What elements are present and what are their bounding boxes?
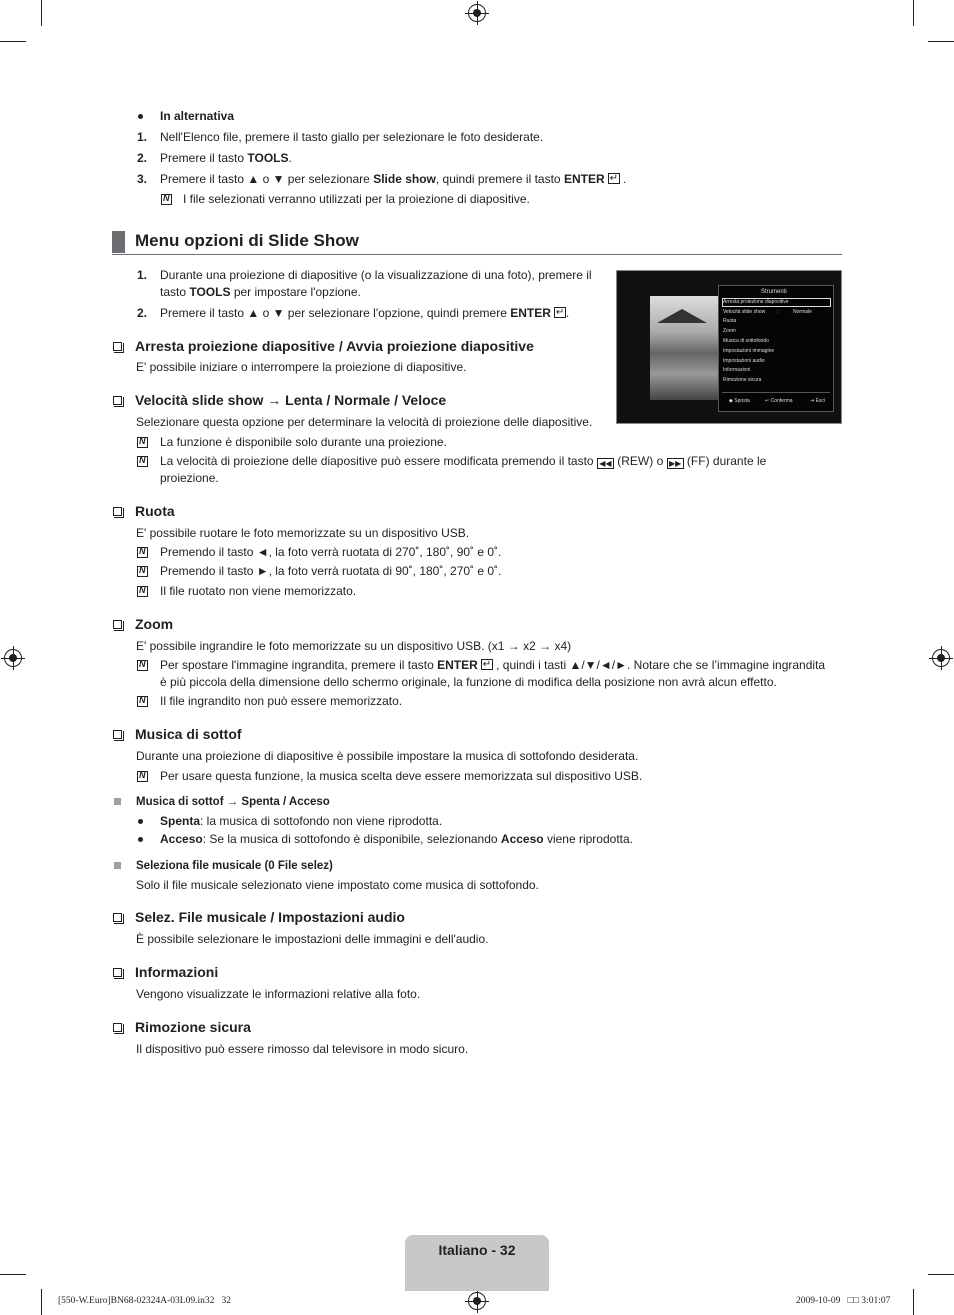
speed-separator: : [777, 309, 779, 315]
zoom-note-2: Il file ingrandito non può essere memorizzato. [160, 694, 403, 708]
zoom-body: E' possibile ingrandire le foto memorizzate su un dispositivo USB. (x1 → x2 → x4) [136, 639, 572, 653]
tools-menu [718, 285, 834, 412]
registration-mark-left [4, 649, 22, 667]
file-info: [550-W.Euro]BN68-02324A-03L09.in32 32 [58, 1296, 232, 1306]
menu-step-2-text: Premere il tasto ▲ o ▼ per selezionare l'opzione, quindi premere ENTER↵ . [160, 305, 569, 322]
info-title: Informazioni [135, 964, 219, 980]
section-title: Menu opzioni di Slide Show [135, 231, 359, 250]
ruota-title: Ruota [135, 503, 175, 519]
enter-icon [481, 659, 493, 670]
ruota-note-1: Premendo il tasto ◄, la foto verrà ruotata di 270˚, 180˚, 90˚ e 0˚. [160, 545, 502, 559]
note-icon [137, 456, 148, 467]
musica-bullet-2: Acceso: Se la musica di sottofondo è disponibile, selezionando Acceso viene riprodotta. [160, 832, 633, 846]
info-body: Vengono visualizzate le informazioni relative alla foto. [136, 987, 421, 1001]
zoom-note-1-cont: è più piccola della dimensione dello schermo originale, la funzione di modifica della posizione non avrà alcun effetto. [160, 675, 777, 689]
note-icon [137, 566, 148, 577]
menu-item[interactable]: Impostazioni audio [723, 358, 765, 364]
menu-footer-rule [722, 392, 830, 393]
note-icon [137, 696, 148, 707]
rimozione-body: Il dispositivo può essere rimosso dal televisore in modo sicuro. [136, 1042, 469, 1056]
checkbox-icon [113, 396, 122, 405]
step-number: 2. [137, 151, 148, 165]
bullet-icon [138, 819, 143, 824]
step-1-text: Nell'Elenco file, premere il tasto giallo per selezionare le foto desiderate. [160, 130, 544, 144]
checkbox-icon [113, 968, 122, 977]
alt-title: In alternativa [160, 109, 235, 123]
step-number: 3. [137, 172, 148, 186]
velocita-note-2-cont: proiezione. [160, 471, 219, 485]
menu-item[interactable]: Ruota [723, 318, 737, 324]
menu-step-1-line2: tasto TOOLS per impostare l'opzione. [160, 285, 361, 299]
footer-exit: ⇥ Esci [810, 398, 826, 404]
umbrella-shape [657, 309, 707, 323]
note-icon [137, 660, 148, 671]
velocita-body: Selezionare questa opzione per determinare la velocità di proiezione delle diapositive. [136, 415, 593, 429]
step-2-text: Premere il tasto TOOLS. [160, 151, 292, 165]
square-bullet-icon [114, 798, 121, 805]
arresta-body: E' possibile iniziare o interrompere la proiezione di diapositive. [136, 360, 467, 374]
ruota-note-3: Il file ruotato non viene memorizzato. [160, 584, 357, 598]
rew-icon: ◀◀ [597, 458, 614, 469]
musica-bullet-1: Spenta: la musica di sottofondo non viene riprodotta. [160, 814, 443, 828]
menu-item[interactable]: Informazioni [723, 367, 751, 373]
speed-value: Normale [793, 309, 812, 315]
musica-sub2-body: Solo il file musicale selezionato viene impostato come musica di sottofondo. [136, 878, 539, 892]
musica-body: Durante una proiezione di diapositive è possibile impostare la musica di sottofondo desiderata. [136, 749, 639, 763]
arresta-title: Arresta proiezione diapositive / Avvia proiezione diapositive [135, 338, 534, 354]
ruota-note-2: Premendo il tasto ►, la foto verrà ruotata di 90˚, 180˚, 270˚ e 0˚. [160, 564, 502, 578]
musica-note-1: Per usare questa funzione, la musica scelta deve essere memorizzata sul dispositivo USB. [160, 769, 643, 783]
step-3-text: Premere il tasto ▲ o ▼ per selezionare Slide show, quindi premere il tasto ENTER↵ . [160, 171, 626, 188]
musica-title: Musica di sottof [135, 726, 242, 742]
registration-mark-top [468, 4, 486, 22]
menu-step-1-line1: Durante una proiezione di diapositive (o la visualizzazione di una foto), premere il [160, 268, 592, 282]
rimozione-title: Rimozione sicura [135, 1019, 251, 1035]
zoom-note-1: Per spostare l'immagine ingrandita, premere il tasto ENTER↵ , quindi i tasti ▲/▼/◄/►. Notare che se l’immagine ingrandita [160, 657, 825, 674]
tools-menu-title: Strumenti [761, 289, 787, 295]
selez-title: Selez. File musicale / Impostazioni audio [135, 909, 405, 925]
intro-note: I file selezionati verranno utilizzati per la proiezione di diapositive. [183, 192, 530, 206]
selez-body: È possibile selezionare le impostazioni delle immagini e dell'audio. [136, 932, 489, 946]
enter-icon [608, 173, 620, 184]
menu-item[interactable]: Velocità slide show [723, 309, 766, 315]
checkbox-icon [113, 342, 122, 351]
checkbox-icon [113, 913, 122, 922]
velocita-note-2: La velocità di proiezione delle diapositive può essere modificata premendo il tasto ◀◀ (REW) o ▶▶ (FF) durante le [160, 454, 767, 468]
velocita-note-1: La funzione è disponibile solo durante una proiezione. [160, 435, 447, 449]
note-icon [137, 547, 148, 558]
section-rule [112, 254, 842, 255]
section-bar [112, 231, 125, 253]
menu-item[interactable]: Musica di sottofondo [723, 338, 769, 344]
velocita-title: Velocità slide show → Lenta / Normale / Veloce [135, 392, 447, 408]
zoom-title: Zoom [135, 616, 174, 632]
note-icon [137, 771, 148, 782]
registration-mark-bottom [468, 1292, 486, 1310]
checkbox-icon [113, 507, 122, 516]
footer-confirm: ↵ Conferma [765, 398, 793, 404]
step-number: 1. [137, 268, 148, 282]
ff-icon: ▶▶ [667, 458, 684, 469]
musica-sub1-title: Musica di sottof → Spenta / Acceso [136, 796, 330, 808]
menu-item[interactable]: Rimozione sicura [723, 377, 762, 383]
enter-icon [554, 307, 566, 318]
step-number: 1. [137, 130, 148, 144]
checkbox-icon [113, 730, 122, 739]
square-bullet-icon [114, 862, 121, 869]
note-icon [137, 586, 148, 597]
menu-item[interactable]: Impostazioni immagine [723, 348, 775, 354]
page-label: Italiano - 32 [438, 1242, 516, 1258]
bullet-icon [138, 114, 143, 119]
checkbox-icon [113, 620, 122, 629]
musica-sub2-title: Seleziona file musicale (0 File selez) [136, 860, 333, 872]
footer-move: ◆ Sposta [729, 398, 750, 404]
menu-item[interactable]: Arresta proiezione diapositive [723, 299, 789, 305]
checkbox-icon [113, 1023, 122, 1032]
registration-mark-right [932, 649, 950, 667]
note-icon [161, 194, 172, 205]
bullet-icon [138, 837, 143, 842]
date-info: 2009-10-09 □□ 3:01:07 [796, 1296, 891, 1306]
ruota-body: E' possibile ruotare le foto memorizzate su un dispositivo USB. [136, 526, 470, 540]
note-icon [137, 437, 148, 448]
step-number: 2. [137, 306, 148, 320]
menu-item[interactable]: Zoom [723, 328, 736, 334]
